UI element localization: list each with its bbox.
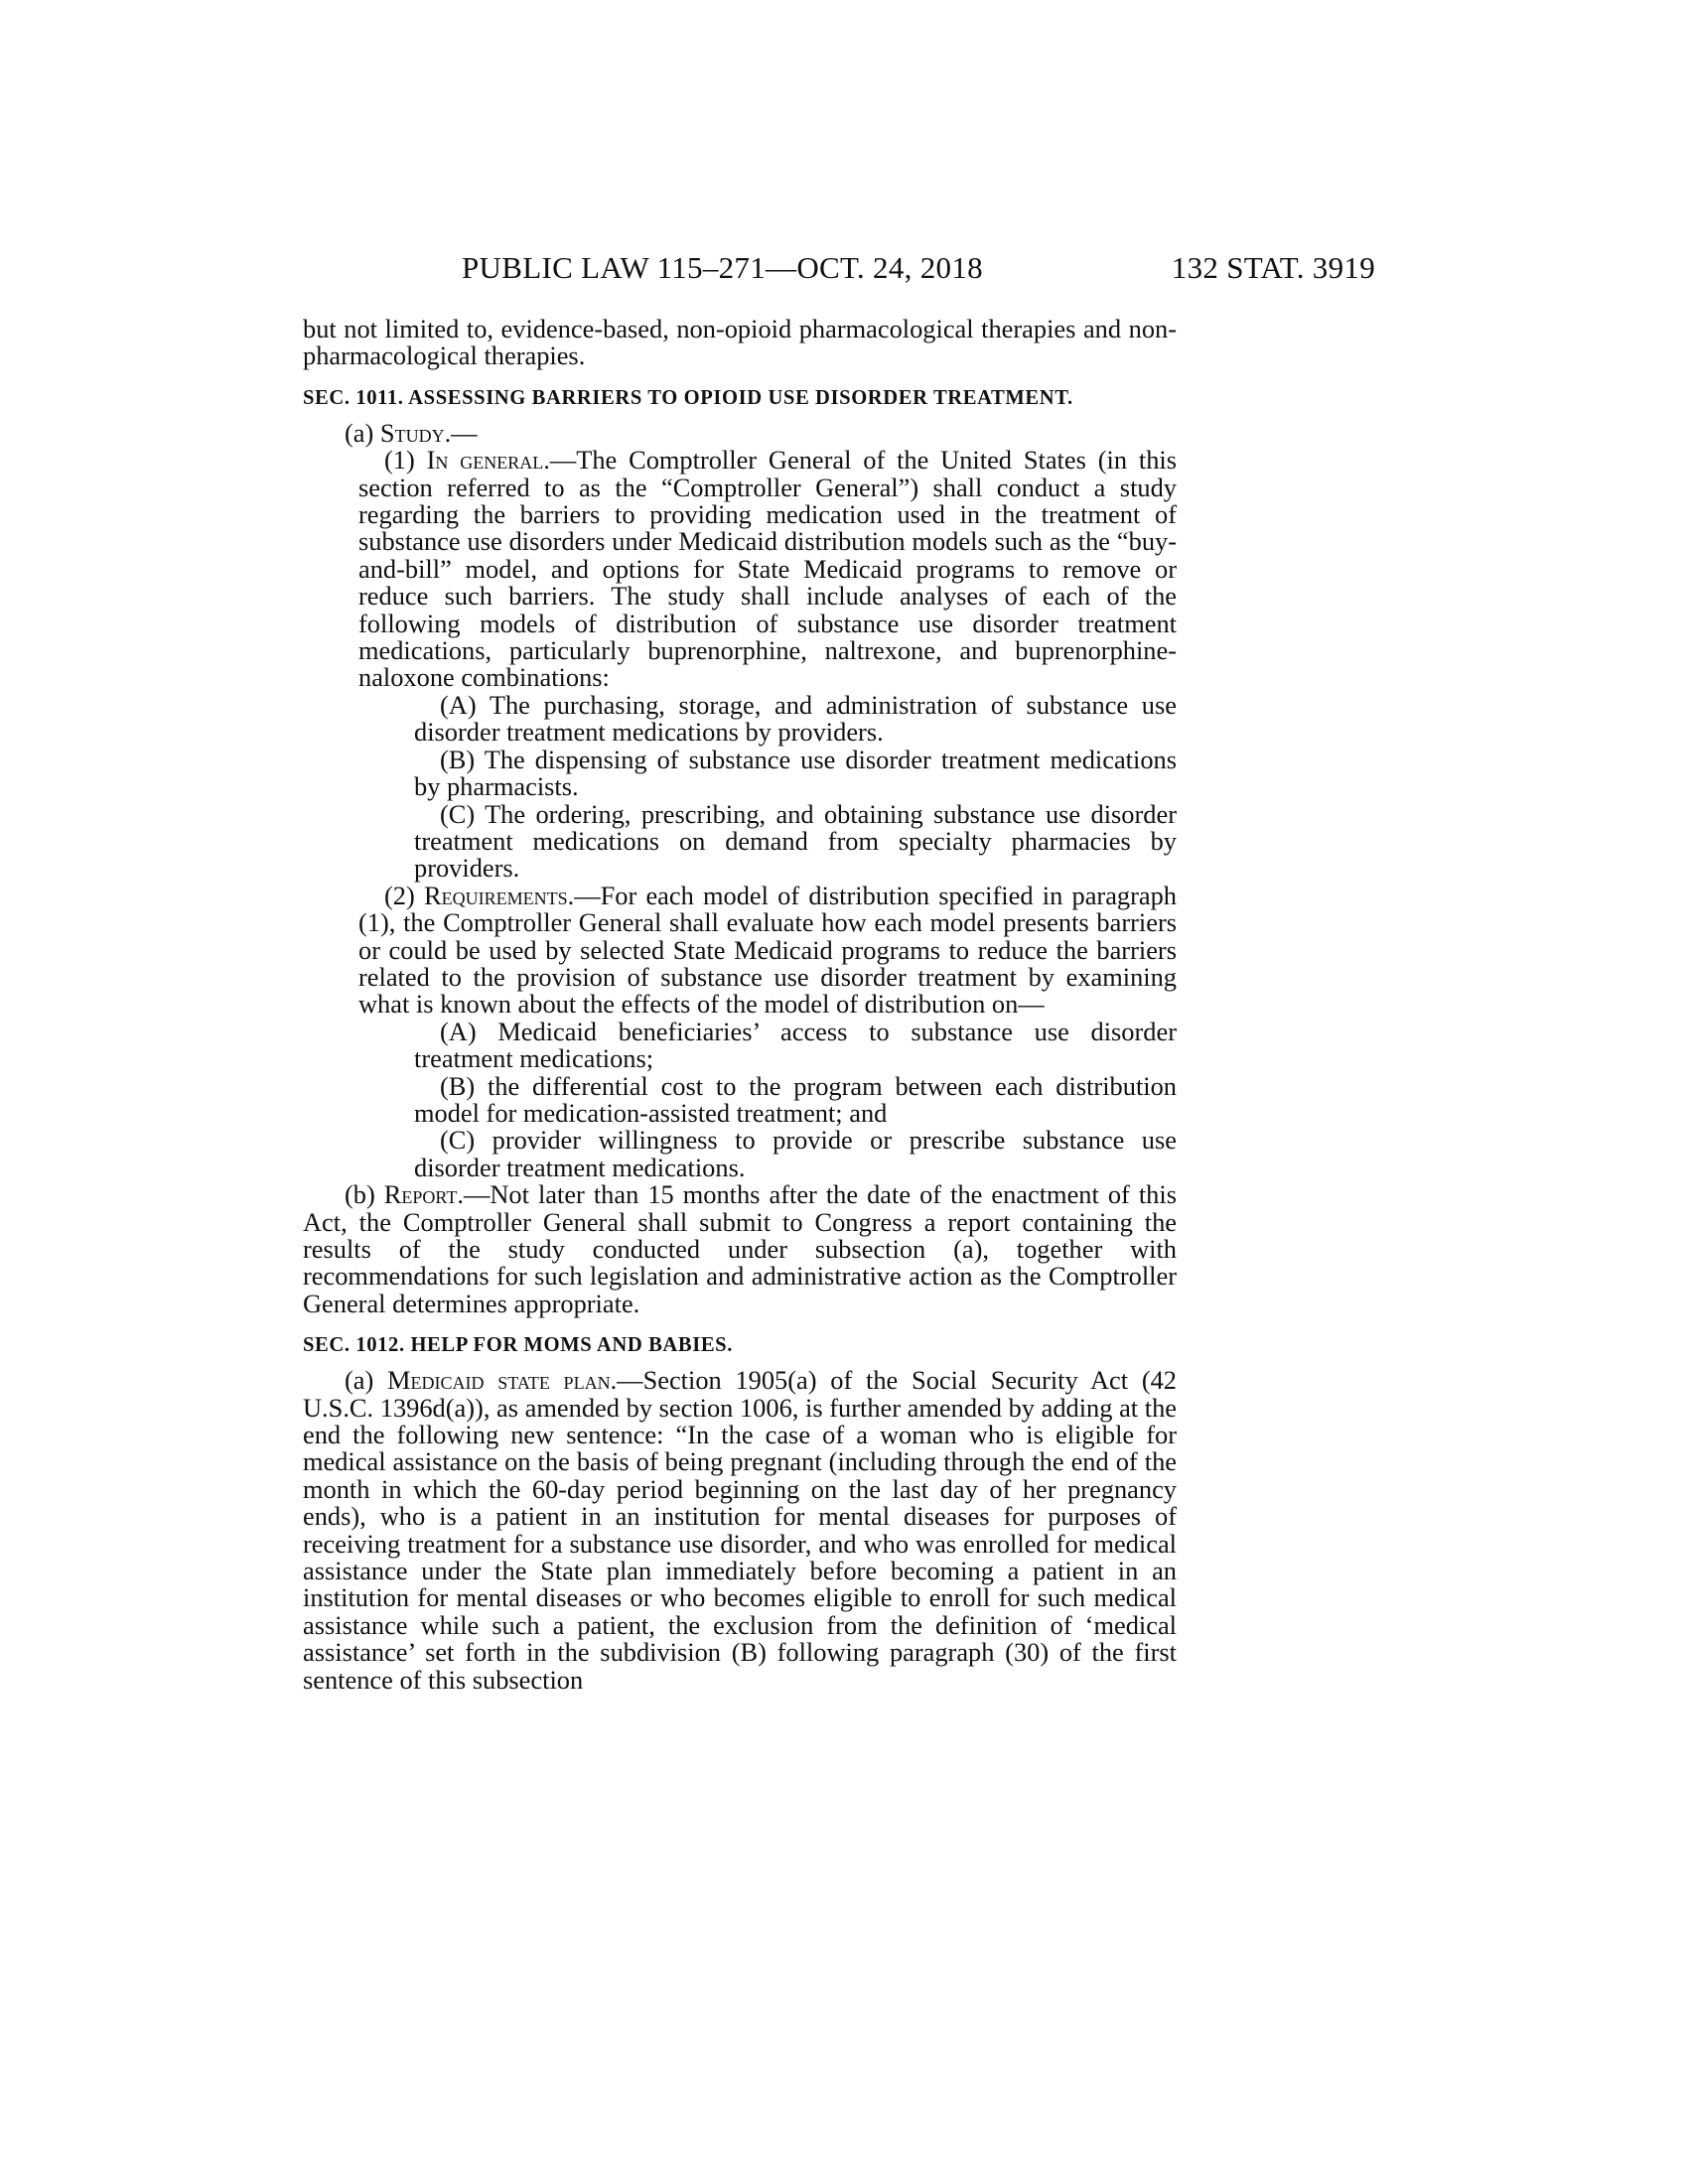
- subsection-a-study-heading: [303, 417, 1177, 448]
- continuation-paragraph: but not limited to, evidence-based, non-opioid pharmacological therapies and non-pharmacological therapies.: [303, 314, 1177, 371]
- subparagraph-2-A: (A) Medicaid beneficiaries’ access to substance use disorder treatment medications;: [414, 1016, 1177, 1074]
- document-body: [303, 316, 1177, 1694]
- subsection-a-medicaid-state-plan: [303, 1367, 1177, 1694]
- paragraph-caption: n general: [435, 445, 544, 476]
- section-1011-heading: SEC. 1011. ASSESSING BARRIERS TO OPIOID USE DISORDER TREATMENT.: [303, 386, 1073, 409]
- public-law-citation: PUBLIC LAW 115–271—OCT. 24, 2018: [462, 250, 983, 285]
- subparagraph-1-C: (C) The ordering, prescribing, and obtaining substance use disorder treatment medications on demand from specialty pharmacies by providers.: [414, 798, 1177, 884]
- subsection-text: .—Section 1905(a) of the Social Security Act (42 U.S.C. 1396d(a)), as amended by section 1006, is further amended by adding at the end the following new sentence: “In the case of a woman who is eligible for medical assistance on the basis of being pregnant (including through the end of the month in which the 60-day period beginning on the last day of her pregnancy ends), who is a patient in an institution for mental diseases for purposes of receiving treatment for a substance use disorder, and who was enrolled for medical assistance under the State plan immediately before becoming a patient in an institution for mental diseases or who becomes eligible to enroll for such medical assistance while such a patient, the exclusion from the definition of ‘medical assistance’ set forth in the subdivision (B) following paragraph (30) of the first sentence of this subsection: [303, 1365, 1178, 1695]
- paragraph-text: .—The Comptroller General of the United States (in this section referred to as the “Comptroller General”) shall conduct a study regarding the barriers to providing medication used in the treatment of substance use disorders under Medicaid distribution models such as the “buy-and-bill” model, and options for State Medicaid programs to remove or reduce such barriers. The study shall include analyses of each of the following models of distribution of substance use disorder treatment medications, particularly buprenorphine, naltrexone, and buprenorphine-naloxone combinations:: [358, 445, 1177, 693]
- subparagraph-2-B: (B) the differential cost to the program between each distribution model for medication-assisted treatment; and: [414, 1070, 1177, 1128]
- subsection-text: .—Not later than 15 months after the date of the enactment of this Act, the Comptroller General shall submit to Congress a report containing the results of the study conducted under subsection (a), together with recommendations for such legislation and administrative action as the Comptroller General determines appropriate.: [303, 1179, 1177, 1318]
- subsection-b-report: [303, 1181, 1177, 1317]
- paragraph-2-requirements: [303, 880, 1177, 1020]
- paragraph-label: (2) R: [384, 880, 442, 910]
- paragraph-1-in-general: [303, 447, 1177, 692]
- statute-page-number: 132 STAT. 3919: [1171, 250, 1375, 285]
- subsection-caption: tudy: [394, 417, 445, 448]
- running-header: [462, 250, 1375, 290]
- subparagraph-2-C: (C) provider willingness to provide or prescribe substance use disorder treatment medications.: [414, 1125, 1177, 1182]
- subparagraph-1-A: (A) The purchasing, storage, and administration of substance use disorder treatment medications by providers.: [414, 689, 1177, 748]
- subsection-caption: eport: [401, 1179, 458, 1210]
- subparagraph-1-B: (B) The dispensing of substance use disorder treatment medications by pharmacists.: [414, 744, 1177, 802]
- subsection-label: (a) S: [345, 417, 395, 448]
- paragraph-text: .—For each model of distribution specified in paragraph (1), the Comptroller General shall evaluate how each model presents barriers or could be used by selected State Medicaid programs to reduce the barriers related to the provision of substance use disorder treatment by examining what is known about the effects of the model of distribution on—: [358, 880, 1177, 1020]
- section-1012-heading: SEC. 1012. HELP FOR MOMS AND BABIES.: [303, 1334, 733, 1357]
- paragraph-caption: equirements: [441, 880, 568, 910]
- caption-dash: .—: [444, 417, 478, 448]
- subsection-label: (a) M: [345, 1365, 411, 1396]
- subsection-label: (b) R: [345, 1179, 402, 1210]
- paragraph-label: (1) I: [384, 445, 436, 476]
- subsection-caption: edicaid state plan: [410, 1365, 611, 1396]
